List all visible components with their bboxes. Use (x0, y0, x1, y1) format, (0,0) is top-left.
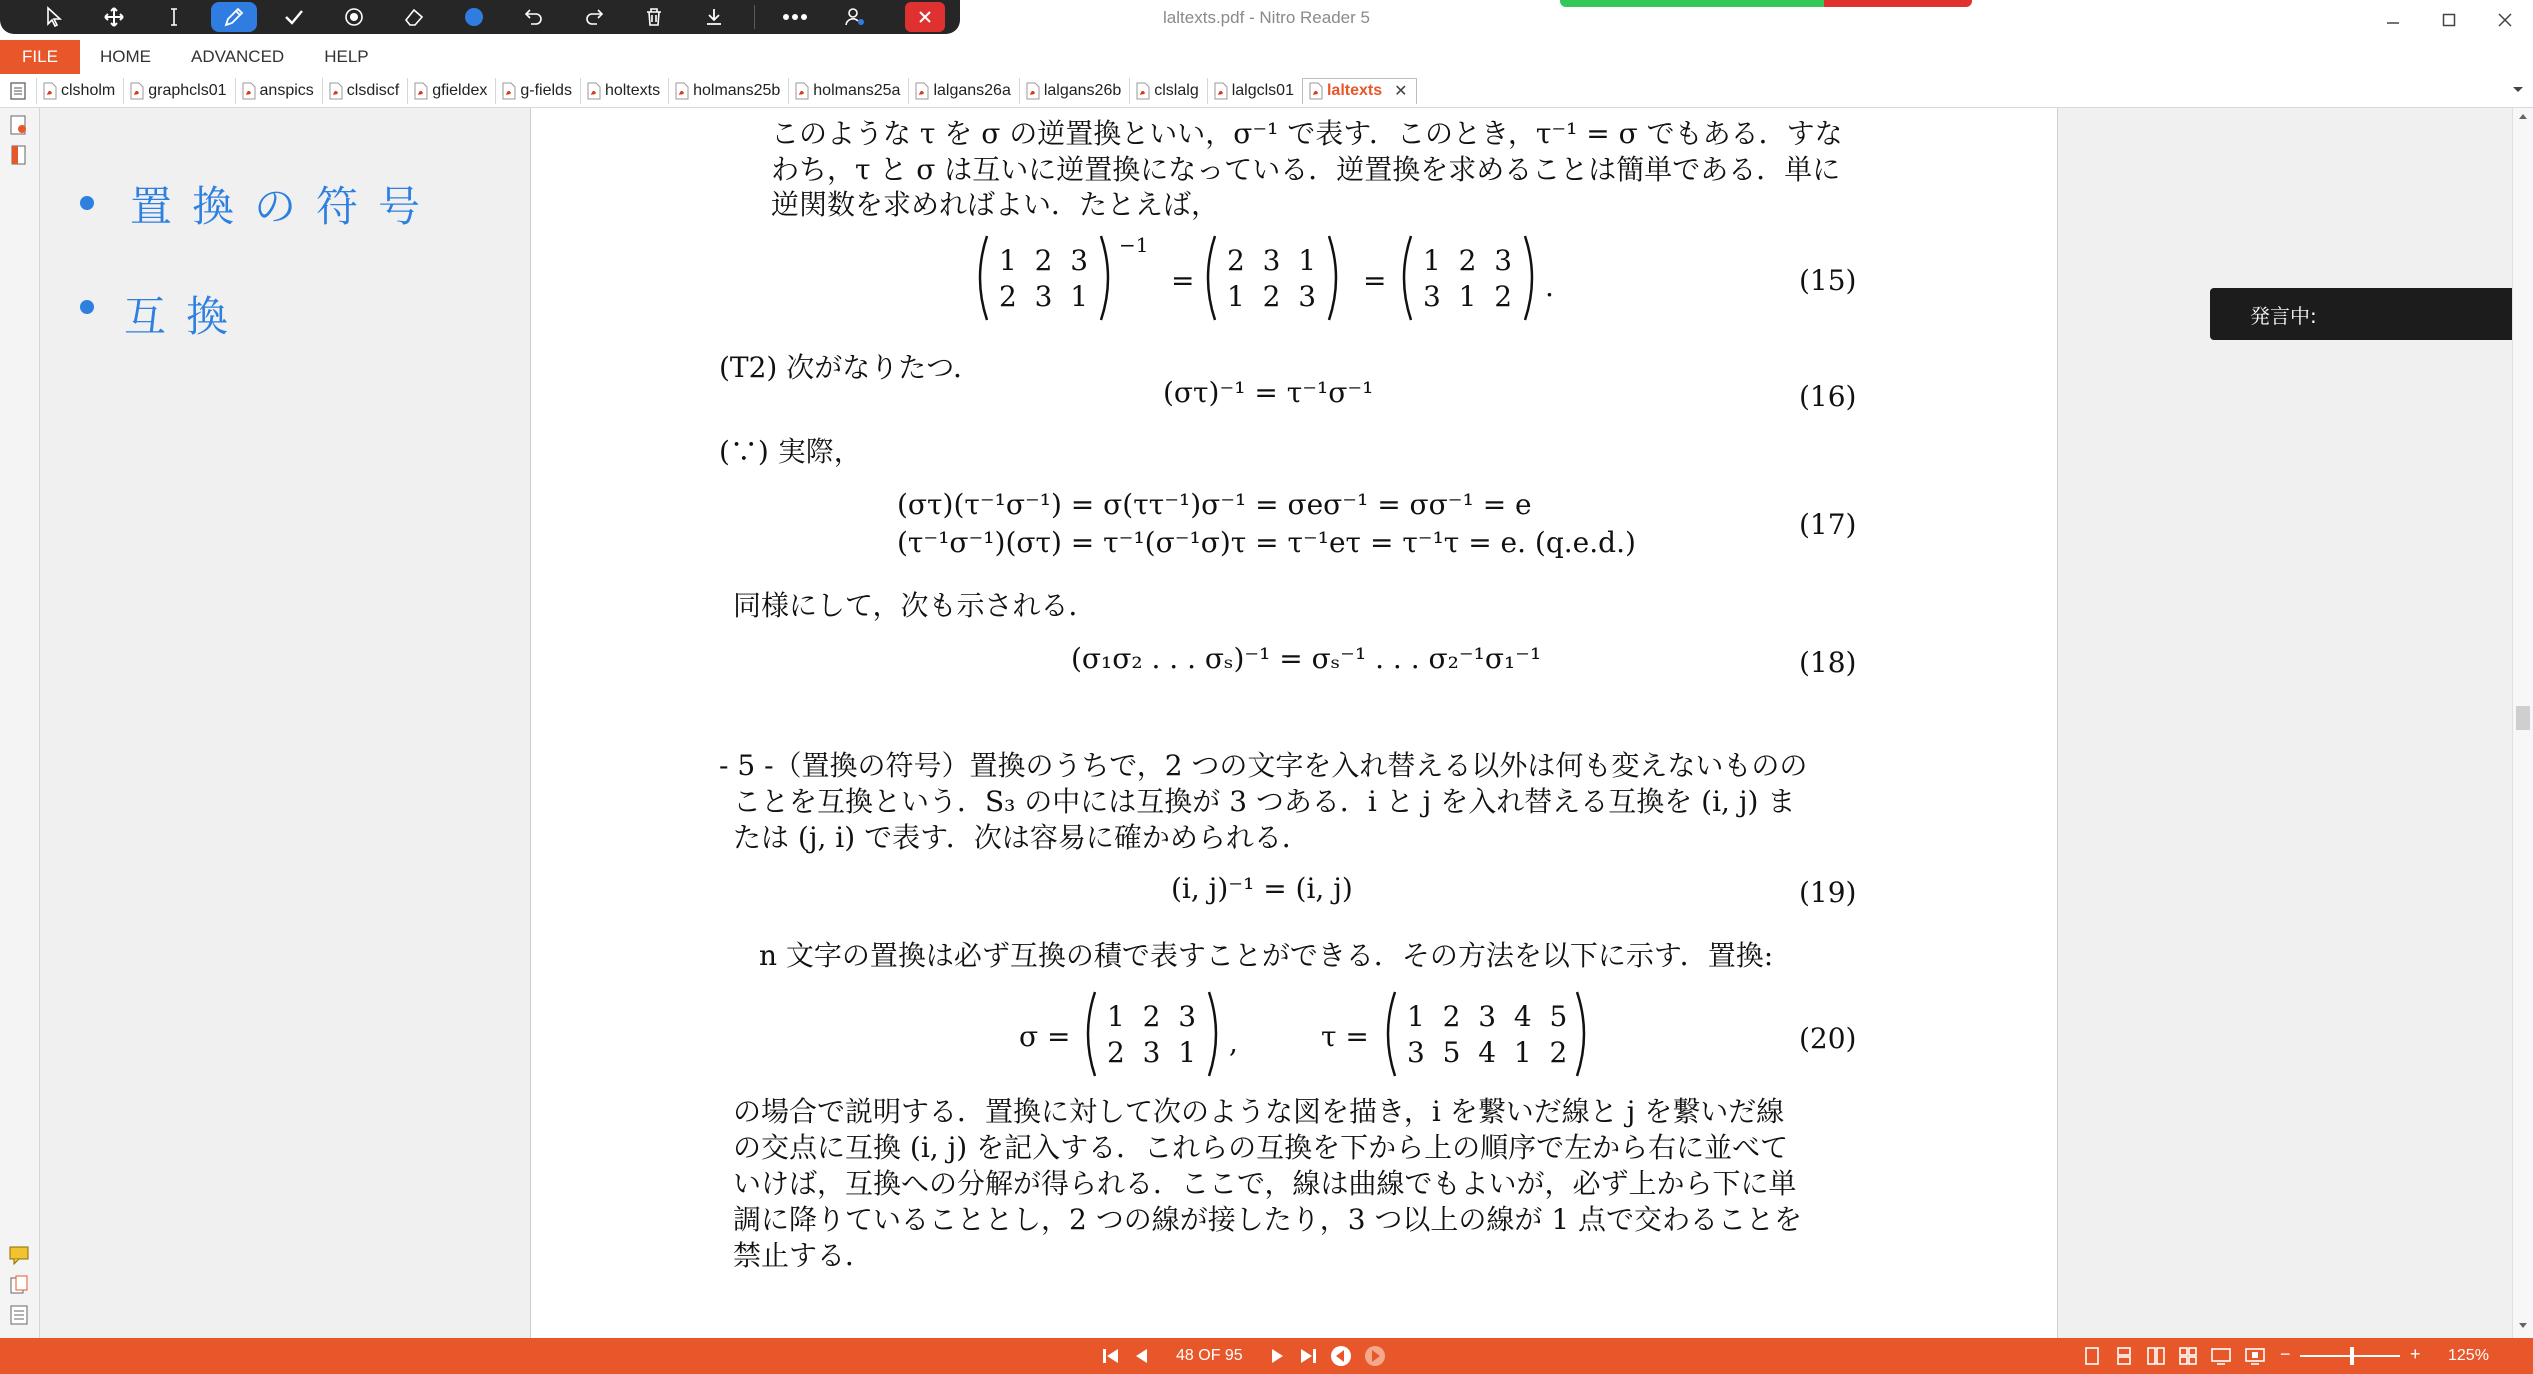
tab-anspics[interactable] (235, 78, 322, 104)
paragraph-line: わち，τ と σ は互いに逆置換になっている．逆置換を求めることは簡単である．単に (771, 153, 1841, 186)
matrix-row: 3 5 4 1 2 (1407, 1036, 1568, 1069)
equation-18: (σ₁σ₂ . . . σₛ)⁻¹ = σₛ⁻¹ . . . σ₂⁻¹σ₁⁻¹ (1071, 642, 1542, 675)
tab-gfieldex[interactable] (407, 78, 495, 104)
tab-label: clsholm (61, 81, 116, 99)
download-icon (703, 6, 725, 28)
tab-holmans25b[interactable] (668, 78, 788, 104)
stamp-icon (343, 6, 365, 28)
user-settings-button[interactable] (825, 0, 885, 34)
equation-15 (971, 230, 1731, 330)
equation-19: (i, j)⁻¹ = (i, j) (1171, 872, 1353, 905)
stamp-tool-button[interactable] (324, 0, 384, 34)
handwritten-note-sub: 互換 (124, 292, 249, 341)
svg-text:,: , (1229, 1026, 1238, 1059)
select-arrow-icon (43, 6, 65, 28)
paragraph-line: 逆関数を求めればよい．たとえば， (771, 188, 1220, 221)
attachments-icon[interactable] (8, 1274, 30, 1296)
page-icon (10, 82, 26, 100)
svg-text:.: . (1545, 270, 1554, 303)
undo-button[interactable] (504, 0, 564, 34)
tab-holtexts[interactable] (580, 78, 668, 104)
paragraph-line: 調に降りていることとし，2 つの線が接したり，3 つ以上の線が 1 点で交わることを (733, 1203, 1803, 1236)
close-toolbar-button[interactable] (905, 2, 945, 32)
maximize-button[interactable] (2421, 0, 2477, 40)
redo-icon (583, 6, 605, 28)
pdf-page (530, 108, 2058, 1338)
pdf-file-icon (915, 82, 929, 100)
tab-label: clslalg (1154, 81, 1199, 99)
paragraph-line: たは (j, i) で表す．次は容易に確かめられる． (733, 821, 1310, 854)
paragraph-line: このような τ を σ の逆置換といい，σ⁻¹ で表す．このとき，τ⁻¹ = σ でもある．すな (771, 117, 1843, 150)
pdf-file-icon (1026, 82, 1040, 100)
paragraph-line: n 文字の置換は必ず互換の積で表すことができる．その方法を以下に示す．置換: (759, 939, 1774, 972)
color-picker-button[interactable] (444, 0, 504, 34)
pen-tool-button[interactable] (204, 0, 264, 34)
toolbar-separator (754, 5, 755, 29)
tab-label: graphcls01 (148, 81, 227, 99)
fit-page-icon[interactable] (2244, 1346, 2266, 1366)
window-title: laltexts.pdf - Nitro Reader 5 (1163, 8, 1370, 27)
pdf-file-icon (43, 82, 57, 100)
tab-label: laltexts (1326, 82, 1383, 99)
zoom-slider-handle[interactable] (2350, 1347, 2354, 1365)
pen-icon (222, 5, 246, 29)
single-page-view-icon[interactable] (2082, 1346, 2102, 1366)
tab-clsdiscf[interactable] (322, 78, 407, 104)
facing-continuous-view-icon[interactable] (2178, 1346, 2198, 1366)
minimize-button[interactable] (2365, 0, 2421, 40)
previous-page-icon[interactable] (1132, 1346, 1150, 1366)
menu-help[interactable]: HELP (324, 47, 369, 66)
ink-bullet (80, 300, 94, 314)
text-tool-button[interactable] (144, 0, 204, 34)
paragraph-line: ことを互換という．S₃ の中には互換が 3 つある．i と j を入れ替える互換を (i, j) ま (733, 785, 1796, 818)
matrix-row: 1 2 3 (1107, 1000, 1197, 1033)
paragraph-line: の場合で説明する．置換に対して次のような図を描き，i を繋いだ線と j を繋いだ線 (733, 1095, 1785, 1128)
view-mode-controls (2082, 1338, 2266, 1374)
pdf-file-icon (414, 82, 428, 100)
pdf-file-icon (795, 82, 809, 100)
tab-label: lalgans26b (1043, 81, 1122, 99)
tab-label: holmans25a (813, 81, 901, 99)
download-button[interactable] (684, 0, 744, 34)
bookmark-icon[interactable] (8, 144, 30, 166)
equation-number: (17) (1799, 508, 1857, 541)
more-icon (781, 6, 809, 28)
equation-17-line2: (τ⁻¹σ⁻¹)(στ) = τ⁻¹(σ⁻¹σ)τ = τ⁻¹eτ = τ⁻¹τ = e. (q.e.d.) (897, 526, 1636, 559)
chevron-down-icon (2511, 82, 2525, 96)
equation-number: (18) (1799, 646, 1857, 679)
tab-label: gfieldex (432, 81, 488, 99)
tab-lalgans26b[interactable] (1019, 78, 1129, 104)
text-cursor-icon (163, 6, 185, 28)
tab-holmans25a[interactable] (788, 78, 908, 104)
trash-icon (643, 6, 665, 28)
check-icon (283, 6, 305, 28)
pages-panel-button[interactable] (0, 74, 36, 108)
continuous-view-icon[interactable] (2114, 1346, 2134, 1366)
move-icon (103, 6, 125, 28)
facing-view-icon[interactable] (2146, 1346, 2166, 1366)
tab-clslalg[interactable] (1129, 78, 1206, 104)
previous-view-icon[interactable] (1329, 1344, 1353, 1368)
select-tool-button[interactable] (24, 0, 84, 34)
pdf-file-icon (242, 82, 256, 100)
output-icon[interactable] (8, 1304, 30, 1326)
matrix-row: 1 2 3 (1227, 280, 1317, 313)
move-tool-button[interactable] (84, 0, 144, 34)
undo-icon (523, 6, 545, 28)
pdf-file-icon (587, 82, 601, 100)
comments-icon[interactable] (8, 1244, 30, 1266)
page-navigation (1100, 1338, 1387, 1374)
page-indicator[interactable]: 48 OF 95 (1176, 1347, 1243, 1364)
equation-number: (15) (1799, 264, 1857, 297)
matrix-row: 2 3 1 (1107, 1036, 1197, 1069)
matrix-row: 3 1 2 (1423, 280, 1513, 313)
paragraph-line: の交点に互換 (i, j) を記入する．これらの互換を下から上の順序で左から右に並べて (733, 1131, 1789, 1164)
document-properties-icon[interactable] (8, 114, 30, 136)
document-tab-bar (0, 74, 2533, 108)
scroll-up-icon[interactable] (2518, 112, 2528, 120)
scroll-thumb[interactable] (2516, 706, 2530, 730)
matrix-row: 1 2 3 (999, 244, 1089, 277)
tab-g-fields[interactable] (495, 78, 580, 104)
check-tool-button[interactable] (264, 0, 324, 34)
pdf-file-icon (502, 82, 516, 100)
tab-laltexts[interactable] (1302, 78, 1417, 104)
matrix-row: 2 3 1 (1227, 244, 1317, 277)
menu-home[interactable]: HOME (100, 47, 151, 66)
svg-text:τ =: τ = (1321, 1020, 1369, 1053)
svg-text:−1: −1 (1119, 233, 1149, 257)
speech-indicator: 発言中: (2210, 288, 2533, 340)
paragraph-line: 同様にして，次も示される． (733, 589, 1097, 622)
equation-number: (20) (1799, 1022, 1857, 1055)
menu-file[interactable]: FILE (0, 40, 80, 74)
menu-advanced[interactable]: ADVANCED (191, 47, 285, 66)
progress-indicator-red (1824, 0, 1972, 7)
equation-17-line1: (στ)(τ⁻¹σ⁻¹) = σ(ττ⁻¹)σ⁻¹ = σeσ⁻¹ = σσ⁻¹ = e (897, 488, 1532, 521)
matrix-row: 2 3 1 (999, 280, 1089, 313)
fit-width-icon[interactable] (2210, 1346, 2232, 1366)
pdf-file-icon (1214, 82, 1228, 100)
paragraph-line: 禁止する． (733, 1239, 874, 1272)
tab-label: anspics (259, 81, 314, 99)
equation-16: (στ)⁻¹ = τ⁻¹σ⁻¹ (1163, 376, 1374, 409)
handwritten-note-title: 置換の符号 (130, 182, 441, 231)
section-heading-line: - 5 -（置換の符号）置換のうちで，2 つの文字を入れ替える以外は何も変えないものの (719, 749, 1808, 782)
paragraph-line: いけば，互換への分解が得られる．ここで，線は曲線でもよいが，必ず上から下に単 (733, 1167, 1797, 1200)
tab-label: lalgcls01 (1231, 81, 1294, 99)
pdf-file-icon (1309, 82, 1323, 100)
equation-20 (1011, 986, 1731, 1086)
next-page-icon[interactable] (1269, 1346, 1287, 1366)
close-tab-icon[interactable]: ✕ (1394, 83, 1408, 100)
pen-tool-highlight (211, 2, 257, 32)
zoom-out-button[interactable]: − (2280, 1344, 2291, 1364)
window-controls (2365, 0, 2533, 40)
minimize-icon (2386, 13, 2400, 27)
redo-button[interactable] (564, 0, 624, 34)
scroll-down-icon[interactable] (2518, 1322, 2528, 1330)
user-settings-icon (844, 6, 866, 28)
more-button[interactable] (765, 0, 825, 34)
ink-bullet (80, 196, 94, 210)
svg-text:=: = (1171, 264, 1195, 297)
next-view-icon[interactable] (1363, 1344, 1387, 1368)
pdf-file-icon (1136, 82, 1150, 100)
matrix-row: 1 2 3 4 5 (1407, 1000, 1568, 1033)
equation-number: (16) (1799, 380, 1857, 413)
tab-label: holtexts (604, 81, 661, 99)
close-icon (917, 9, 933, 25)
first-page-icon[interactable] (1100, 1346, 1122, 1366)
vertical-scrollbar[interactable] (2512, 108, 2533, 1338)
tab-clsholm[interactable] (36, 78, 123, 104)
proof-label: (∵) 実際， (719, 435, 862, 468)
zoom-level[interactable]: 125% (2448, 1347, 2489, 1364)
svg-text:=: = (1363, 264, 1387, 297)
color-icon (463, 6, 485, 28)
pdf-file-icon (130, 82, 144, 100)
tab-lalgans26a[interactable] (908, 78, 1018, 104)
annotation-toolbar (0, 0, 960, 34)
tab-graphcls01[interactable] (123, 78, 234, 104)
status-bar (0, 1338, 2533, 1374)
progress-indicator-green (1560, 0, 1824, 7)
document-viewport (40, 108, 2512, 1338)
svg-text:σ =: σ = (1019, 1020, 1071, 1053)
eraser-icon (403, 6, 425, 28)
equation-number: (19) (1799, 876, 1857, 909)
tab-label: clsdiscf (346, 81, 400, 99)
theorem-label: (T2) 次がなりたつ． (719, 351, 982, 384)
last-page-icon[interactable] (1297, 1346, 1319, 1366)
eraser-tool-button[interactable] (384, 0, 444, 34)
delete-button[interactable] (624, 0, 684, 34)
tab-list-dropdown[interactable] (2511, 82, 2525, 101)
close-window-button[interactable] (2477, 0, 2533, 40)
matrix-row: 1 2 3 (1423, 244, 1513, 277)
tab-label: holmans25b (693, 81, 781, 99)
pdf-file-icon (675, 82, 689, 100)
tab-label: lalgans26a (933, 81, 1011, 99)
tab-label: g-fields (520, 81, 572, 99)
left-panel-strip (0, 108, 40, 1338)
menu-bar (0, 40, 2533, 74)
tab-lalgcls01[interactable] (1207, 78, 1302, 104)
maximize-icon (2442, 13, 2456, 27)
close-icon (2498, 13, 2512, 27)
zoom-in-button[interactable]: + (2410, 1344, 2421, 1364)
pdf-file-icon (329, 82, 343, 100)
